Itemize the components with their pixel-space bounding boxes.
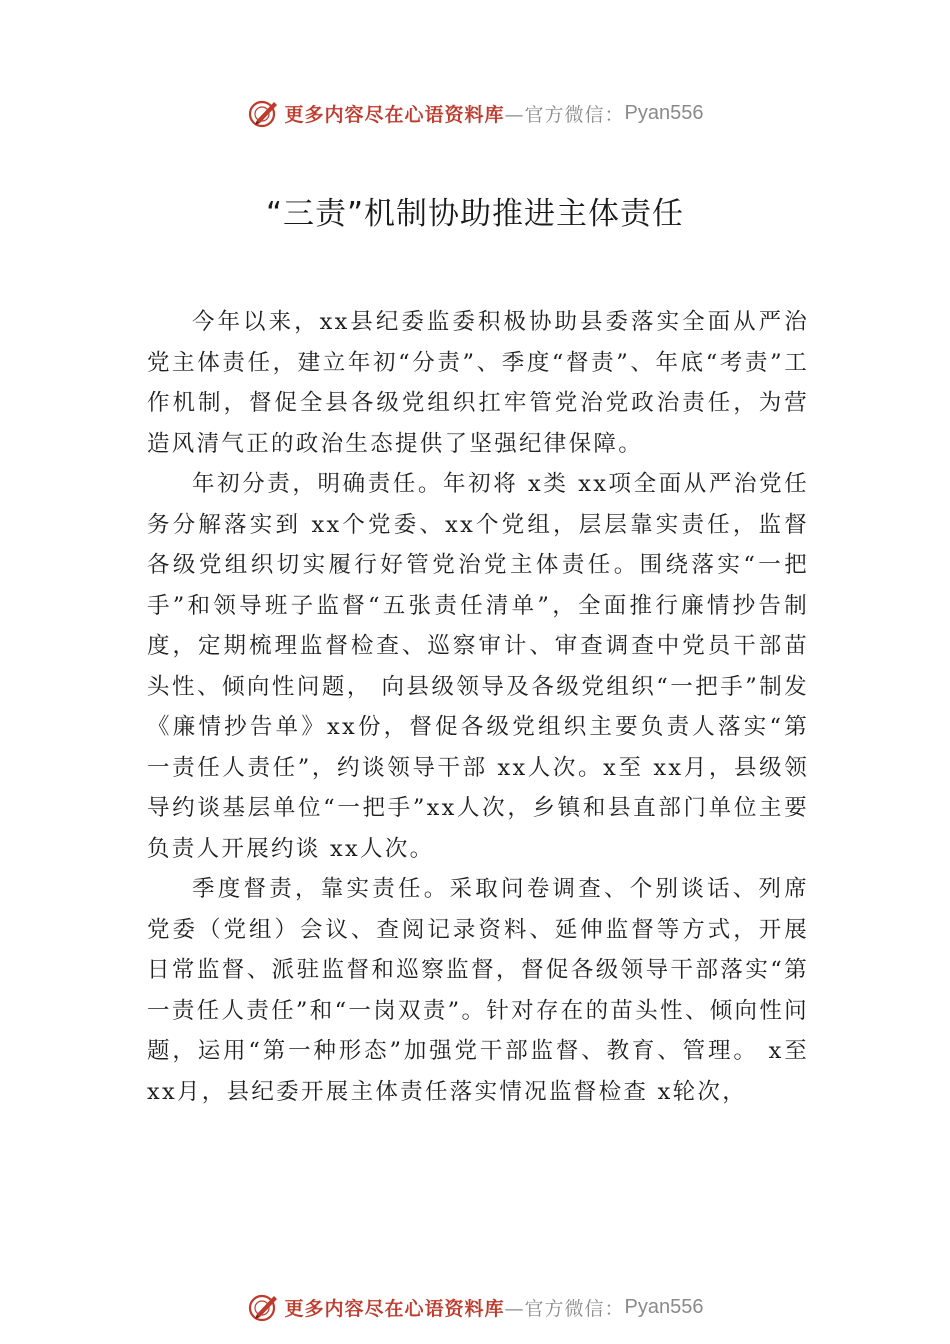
paragraph-annual-assignment: 年初分责，明确责任。年初将 x类 xx项全面从严治党任务分解落实到 xx个党委、xx个党组，层层靠实责任，监督各级党组织切实履行好管党治党主体责任。围绕落实“一把手”和领导班子监督“五张责任清单”，全面推行廉情抄告制度，定期梳理监督检查、巡察审计、审查调查中党员干部苗头性、倾向性问题， 向县级领导及各级党组织“一把手”制发《廉情抄告单》xx份，督促各级党组织主要负责人落实“第一责任人责任”，约谈领导干部 xx人次。x至 xx月，县级领导约谈基层单位“一把手”xx人次，乡镇和县直部门单位主要负责人开展约谈 xx人次。 — [147, 471, 809, 862]
banner-wechat-id: Pyan556 — [624, 1295, 704, 1318]
pen-logo-icon — [247, 96, 281, 130]
paragraph-quarterly-supervision: 季度督责，靠实责任。采取问卷调查、个别谈话、列席党委（党组）会议、查阅记录资料、延伸监督等方式，开展日常监督、派驻监督和巡察监督，督促各级领导干部落实“第一责任人责任”和“一岗双责”。针对存在的苗头性、倾向性问题，运用“第一种形态”加强党干部监督、教育、管理。 x至 xx月，县纪委开展主体责任落实情况监督检查 x轮次， — [147, 876, 809, 1105]
banner-wechat-label: —官方微信： — [504, 103, 625, 126]
banner-wechat-label: —官方微信： — [504, 1297, 625, 1320]
paragraph-intro: 今年以来，xx县纪委监委积极协助县委落实全面从严治党主体责任，建立年初“分责”、季度“督责”、年底“考责”工作机制，督促全县各级党组织扛牢管党治党政治责任，为营造风清气正的政治生态提供了坚强纪律保障。 — [147, 309, 809, 457]
banner-slogan: 更多内容尽在心语资料库 — [284, 103, 505, 126]
pen-logo-icon — [247, 1290, 281, 1324]
footer-banner — [0, 1290, 950, 1324]
document-body — [147, 302, 809, 1112]
banner-wechat-id: Pyan556 — [624, 101, 704, 124]
header-banner — [0, 96, 950, 130]
banner-slogan: 更多内容尽在心语资料库 — [284, 1297, 505, 1320]
document-title: “三责”机制协助推进主体责任 — [265, 196, 685, 232]
